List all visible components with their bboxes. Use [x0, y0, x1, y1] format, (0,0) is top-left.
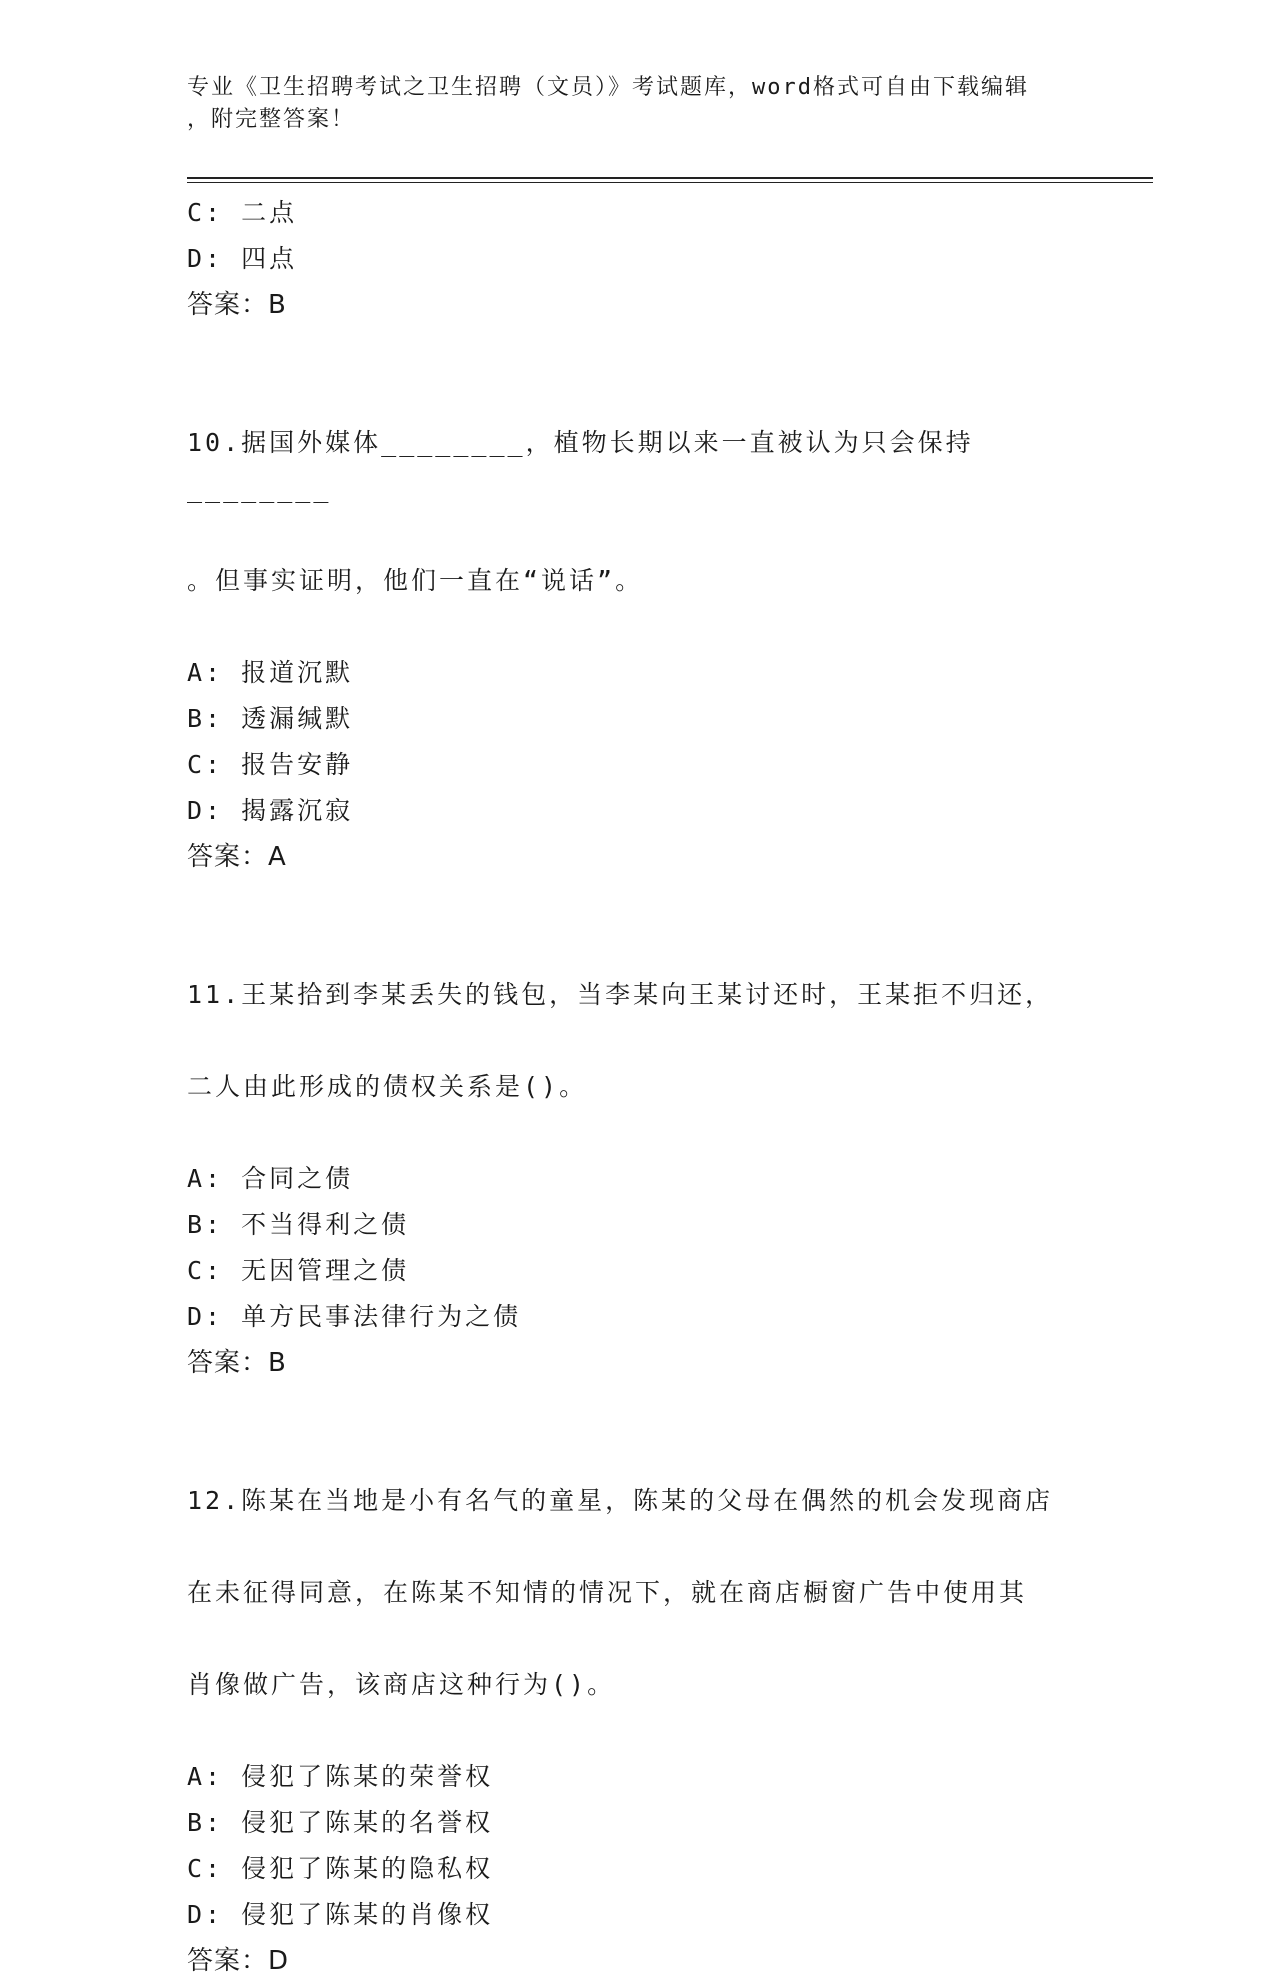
- answer: 答案：A: [187, 842, 287, 872]
- question-stem: [187, 926, 1087, 1156]
- question-list: [187, 190, 1087, 1984]
- option-b: B: 透漏缄默: [187, 704, 354, 733]
- option-c: C: 无因管理之债: [187, 1256, 410, 1285]
- stem-line: 在未征得同意，在陈某不知情的情况下，就在商店橱窗广告中使用其: [187, 1578, 1028, 1607]
- option-d: D: 揭露沉寂: [187, 796, 354, 825]
- stem-line: 11.王某拾到李某丢失的钱包，当李某向王某讨还时，王某拒不归还，: [187, 980, 1054, 1009]
- header-divider-thin: [187, 182, 1153, 183]
- question-12: [187, 1432, 1087, 1984]
- option-a: A: 报道沉默: [187, 658, 354, 687]
- option-a: A: 合同之债: [187, 1164, 354, 1193]
- question-stem: [187, 374, 1087, 650]
- option-d: D: 单方民事法律行为之债: [187, 1302, 522, 1331]
- stem-line: 10.据国外媒体________，植物长期以来一直被认为只会保持________: [187, 428, 974, 503]
- answer: 答案：D: [187, 1946, 290, 1976]
- stem-line: 。但事实证明，他们一直在“说话”。: [187, 566, 644, 595]
- option-b: B: 侵犯了陈某的名誉权: [187, 1808, 494, 1837]
- option-a: A: 侵犯了陈某的荣誉权: [187, 1762, 494, 1791]
- header-divider: [187, 177, 1153, 179]
- option-c: C: 二点: [187, 198, 298, 227]
- question-stem: [187, 1432, 1087, 1754]
- header-line-2: ，附完整答案！: [187, 107, 356, 132]
- option-c: C: 报告安静: [187, 750, 354, 779]
- answer: 答案：B: [187, 290, 287, 320]
- previous-question-tail: [187, 190, 1087, 328]
- stem-line: 肖像做广告，该商店这种行为()。: [187, 1670, 616, 1699]
- question-10: [187, 374, 1087, 880]
- stem-line: 二人由此形成的债权关系是()。: [187, 1072, 588, 1101]
- option-d: D: 侵犯了陈某的肖像权: [187, 1900, 494, 1929]
- option-d: D: 四点: [187, 244, 298, 273]
- question-11: [187, 926, 1087, 1386]
- stem-line: 12.陈某在当地是小有名气的童星，陈某的父母在偶然的机会发现商店: [187, 1486, 1054, 1515]
- option-c: C: 侵犯了陈某的隐私权: [187, 1854, 494, 1883]
- document-header: [187, 72, 1067, 136]
- option-b: B: 不当得利之债: [187, 1210, 410, 1239]
- answer: 答案：B: [187, 1348, 287, 1378]
- header-line-1: 专业《卫生招聘考试之卫生招聘（文员）》考试题库，word格式可自由下载编辑: [187, 75, 1029, 100]
